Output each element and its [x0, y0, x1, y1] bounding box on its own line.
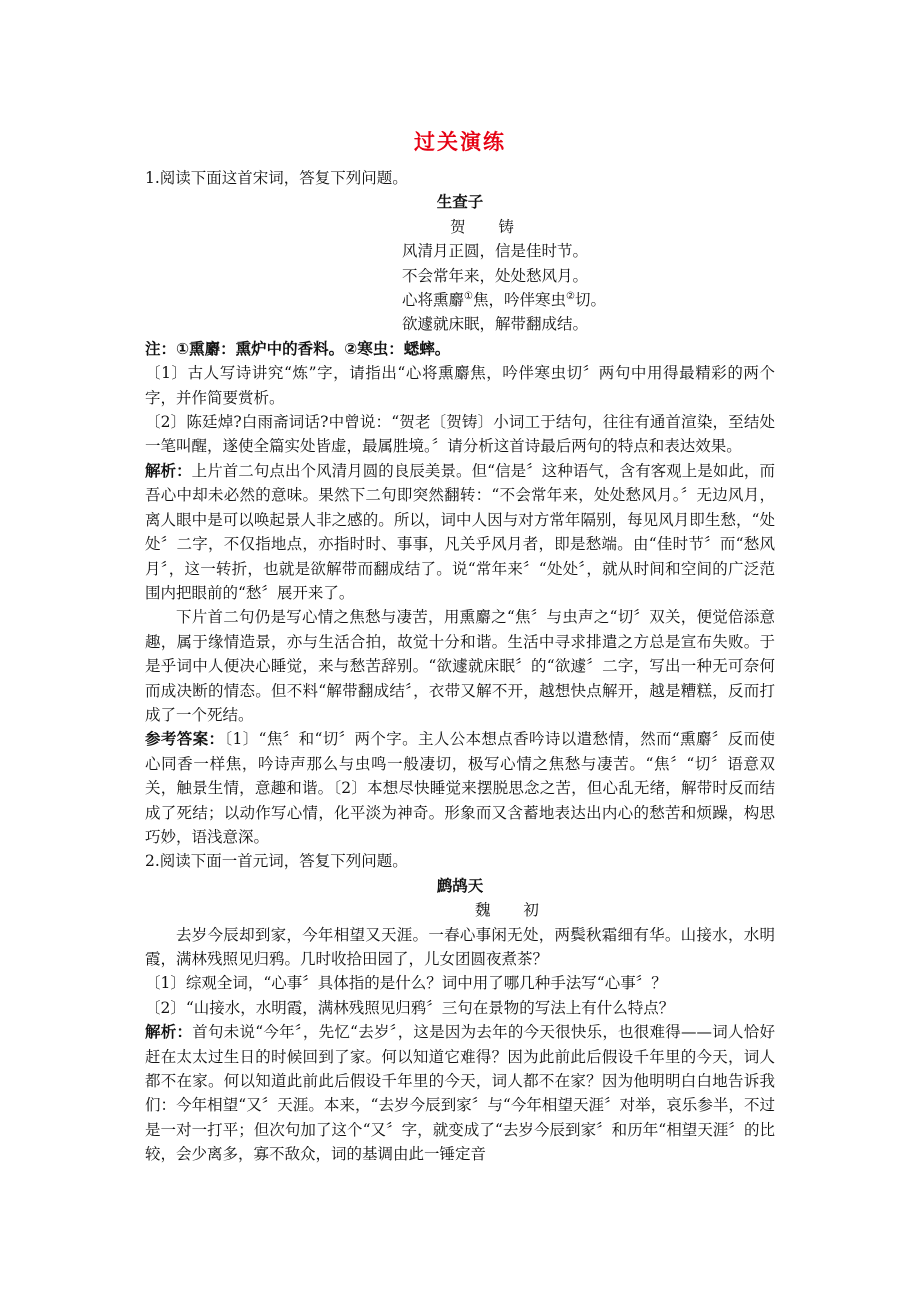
- q1-analysis: 解析：上片首二句点出个风清月圆的良辰美景。但“信是〞这种语气，含有客观上是如此，而吾心中却未必然的意味。果然下二句即突然翻转：“不会常年来，处处愁风月。〞无边风月，离人眼中是可以唤起景人非之感的。所以，词中人因与对方常年隔别，每见风月即生愁，“处处〞二字，不仅指地点，亦指时时、事事，凡关乎风月者，即是愁端。由“佳时节〞而“愁风月〞，这一转折，也就是欲解带而翻成结了。说“常年来〞“处处〞，就从时间和空间的广泛范围内把眼前的“愁〞展开来了。: [145, 461, 775, 602]
- q2-question-1: 〔1〕综观全词，“心事〞具体指的是什么？词中用了哪几种手法写“心事〞？: [145, 974, 667, 993]
- q2-poem-author: 魏 初: [475, 901, 553, 920]
- page-title: 过关演练: [414, 130, 506, 154]
- q1-question-1: 〔1〕古人写诗讲究“炼”字，请指出“心将熏麝焦，吟伴寒虫切〞两句中用得最精彩的两个字，并作简要赏析。: [145, 364, 775, 407]
- analysis-label-2: 解析：: [145, 1023, 193, 1042]
- q1-poem-line-3: 心将熏麝①焦，吟伴寒虫②切。: [402, 290, 606, 310]
- q1-analysis-p2: 下片首二句仍是写心情之焦愁与凄苦，用熏麝之“焦〞与虫声之“切〞双关，便觉倍添意趣，属于缘情造景，亦与生活合拍，故觉十分和谐。生活中寻求排遣之方总是宣布失败。于是乎词中人便决心睡觉，来与愁苦辞别。“欲遽就床眠〞的“欲遽〞二字，写出一种无可奈何而成决断的情态。但不料“解带翻成结〞，衣带又解不开，越想快点解开，越是糟糕，反而打成了一个死结。: [145, 608, 775, 724]
- q1-poem-line-4: 欲遽就床眠，解带翻成结。: [402, 315, 589, 334]
- q2-poem-title: 鹧鸪天: [436, 876, 484, 895]
- analysis-label: 解析：: [145, 461, 192, 480]
- q2-analysis: 解析：首句未说“今年〞，先忆“去岁〞，这是因为去年的今天很快乐，也很难得——词人恰好赶在太太过生日的时候回到了家。何以知道它难得？因为此前此后假设千年里的今天，词人都不在家。何以知道此前此后假设千年里的今天，词人都不在家？因为他明明白白地告诉我们：今年相望“又〞天涯。本来，“去岁今辰到家〞与“今年相望天涯〞对举，哀乐参半，不过是一对一打平；但次句加了这个“又〞字，就变成了“去岁今辰到家〞和历年“相望天涯〞的比较，会少离多，寡不敌众，词的基调由此一锤定音: [145, 1023, 775, 1164]
- footnote-marker-1: ①: [464, 290, 473, 302]
- q1-poem-author: 贺 铸: [450, 217, 528, 236]
- q2-question-2: 〔2〕“山接水，水明霞，满林残照见归鸦〞三句在景物的写法上有什么特点？: [145, 998, 675, 1017]
- footnote-marker-2: ②: [566, 290, 575, 302]
- q1-poem-title: 生查子: [436, 193, 484, 212]
- answer-label: 参考答案：: [145, 730, 225, 749]
- q2-poem-text: 去岁今辰却到家，今年相望又天涯。一春心事闲无处，两鬓秋霜细有华。山接水，水明霞，满林残照见归鸦。几时收拾田园了，儿女团圆夜煮茶？: [145, 925, 775, 968]
- q1-poem-line-2: 不会常年来，处处愁风月。: [402, 266, 589, 285]
- q1-poem-line-1: 风清月正圆，信是佳时节。: [402, 242, 589, 261]
- q2-intro: 2.阅读下面一首元词，答复下列问题。: [145, 852, 408, 871]
- q1-intro: 1.阅读下面这首宋词，答复下列问题。: [145, 169, 408, 187]
- q1-note: 注：①熏麝：熏炉中的香料。②寒虫：蟋蟀。: [145, 339, 451, 358]
- q1-question-2: 〔2〕陈廷焯?白雨斋词话?中曾说：“贺老〔贺铸〕小词工于结句，往往有通首渲染，至结处一笔叫醒，遂使全篇实处皆虚，最属胜境。〞请分析这首诗最后两句的特点和表达效果。: [145, 413, 775, 456]
- document-body: [145, 166, 775, 1167]
- note-label: 注：: [145, 339, 177, 358]
- q1-answer: 参考答案：〔1〕“焦〞和“切〞两个字。主人公本想点香吟诗以遣愁情，然而“熏麝〞反而使心同香一样焦，吟诗声那么与虫鸣一般凄切，极写心情之焦愁与凄苦。“焦〞“切〞语意双关，触景生情，意趣和谐。〔2〕本想尽快睡觉来摆脱思念之苦，但心乱无绪，解带时反而结成了死结；以动作写心情，化平淡为神奇。形象而又含蓄地表达出内心的愁苦和烦躁，构思巧妙，语浅意深。: [145, 730, 775, 846]
